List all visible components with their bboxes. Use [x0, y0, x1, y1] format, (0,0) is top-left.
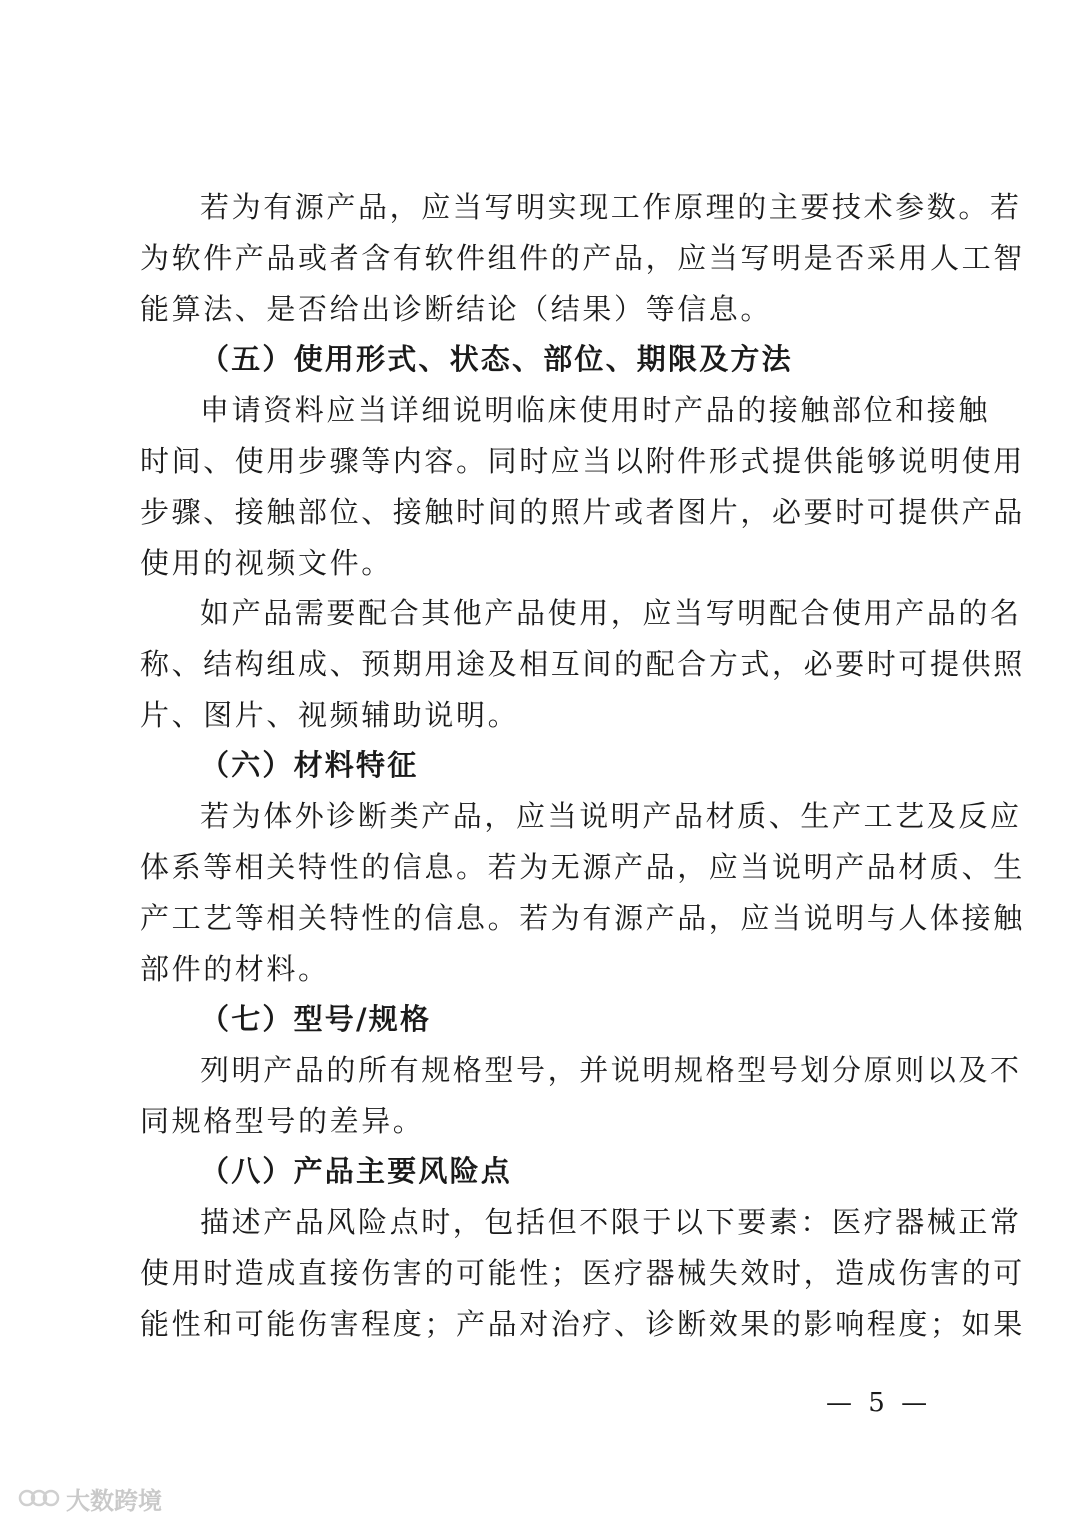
paragraph-line: 能算法、是否给出诊断结论（结果）等信息。 — [140, 292, 773, 326]
watermark-logo-icon — [18, 1483, 60, 1513]
paragraph-line: 片、图片、视频辅助说明。 — [140, 698, 520, 732]
paragraph-line: 为软件产品或者含有软件组件的产品，应当写明是否采用人工智 — [140, 241, 1025, 275]
section-heading-7: （七）型号/规格 — [200, 1002, 432, 1036]
paragraph-line: 体系等相关特性的信息。若为无源产品，应当说明产品材质、生 — [140, 850, 1025, 884]
paragraph-line: 部件的材料。 — [140, 952, 330, 986]
paragraph-line: 描述产品风险点时，包括但不限于以下要素：医疗器械正常 — [200, 1205, 1022, 1239]
section-heading-8: （八）产品主要风险点 — [200, 1154, 513, 1188]
page-number: — 5 — — [826, 1388, 932, 1418]
paragraph-line: 能性和可能伤害程度；产品对治疗、诊断效果的影响程度；如果 — [140, 1307, 1025, 1341]
section-heading-6: （六）材料特征 — [200, 748, 419, 782]
paragraph-line: 使用时造成直接伤害的可能性；医疗器械失效时，造成伤害的可 — [140, 1256, 1025, 1290]
watermark-text: 大数跨境 — [66, 1486, 162, 1515]
paragraph-line: 申请资料应当详细说明临床使用时产品的接触部位和接触 — [200, 393, 991, 427]
watermark — [18, 1480, 162, 1516]
paragraph-line: 同规格型号的差异。 — [140, 1104, 425, 1138]
paragraph-line: 如产品需要配合其他产品使用，应当写明配合使用产品的名 — [200, 596, 1022, 630]
paragraph-line: 称、结构组成、预期用途及相互间的配合方式，必要时可提供照 — [140, 647, 1025, 681]
paragraph-line: 若为体外诊断类产品，应当说明产品材质、生产工艺及反应 — [200, 799, 1022, 833]
paragraph-line: 产工艺等相关特性的信息。若为有源产品，应当说明与人体接触 — [140, 901, 1025, 935]
paragraph-line: 若为有源产品，应当写明实现工作原理的主要技术参数。若 — [200, 190, 1022, 224]
paragraph-line: 使用的视频文件。 — [140, 546, 393, 580]
paragraph-line: 列明产品的所有规格型号，并说明规格型号划分原则以及不 — [200, 1053, 1022, 1087]
section-heading-5: （五）使用形式、状态、部位、期限及方法 — [200, 342, 793, 376]
paragraph-line: 步骤、接触部位、接触时间的照片或者图片，必要时可提供产品 — [140, 495, 1025, 529]
paragraph-line: 时间、使用步骤等内容。同时应当以附件形式提供能够说明使用 — [140, 444, 1025, 478]
